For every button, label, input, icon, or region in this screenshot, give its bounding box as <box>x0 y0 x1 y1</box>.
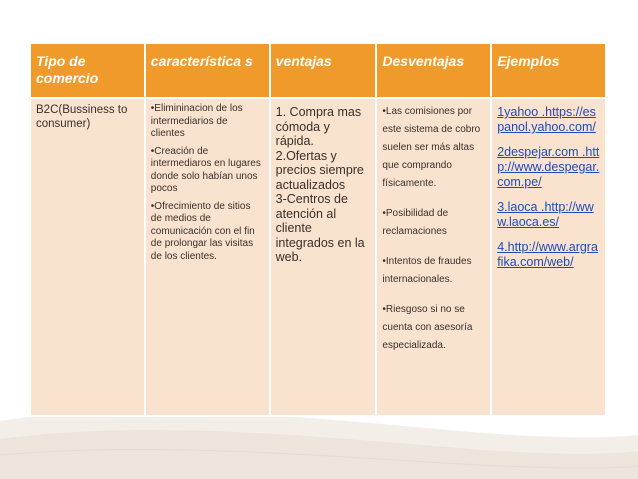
header-caracteristicas: característica s <box>146 44 269 97</box>
cell-ventajas <box>271 99 376 415</box>
ventaja-item: 2.Ofertas y precios siempre actualizados <box>275 148 364 192</box>
desventaja-item: •Riesgoso si no se cuenta con asesoría especializada. <box>382 304 473 351</box>
desventaja-item: •Las comisiones por este sistema de cobro suelen ser más altas que comprando físicamente. <box>382 106 481 189</box>
caracteristica-item: •Creación de intermediaros en lugares donde solo habían unos pocos <box>150 145 261 194</box>
caracteristica-item: •Elimininacion de los intermediarios de clientes <box>150 103 243 139</box>
header-ventajas: ventajas <box>271 44 376 97</box>
caracteristica-item: •Ofrecimiento de sitios de medios de comunicación con el fin de prolongar las visitas de los clientes. <box>150 200 255 262</box>
desventaja-item: •Posibilidad de reclamaciones <box>382 208 449 237</box>
cell-caracteristicas <box>146 99 269 415</box>
cell-tipo: B2C(Bussiness to consumer) <box>31 99 144 415</box>
ejemplo-link[interactable]: 3.laoca .http://www.laoca.es/ <box>497 200 594 229</box>
cell-ejemplos <box>492 99 605 415</box>
header-ejemplos: Ejemplos <box>492 44 605 97</box>
ejemplo-link[interactable]: 4.http://www.argrafika.com/web/ <box>497 240 598 269</box>
header-desventajas: Desventajas <box>377 44 490 97</box>
header-tipo: Tipo de comercio <box>31 44 144 97</box>
comparison-table <box>29 42 607 417</box>
ventaja-item: 1. Compra mas cómoda y rápida. <box>275 105 362 148</box>
ejemplo-link[interactable]: 1yahoo .https://espanol.yahoo.com/ <box>497 105 596 134</box>
ejemplo-link[interactable]: 2despejar.com .http://www.despegar.com.pe/ <box>497 145 600 189</box>
desventaja-item: •Intentos de fraudes internacionales. <box>382 256 472 285</box>
table-row <box>31 99 605 415</box>
table-header-row <box>31 44 605 97</box>
cell-desventajas <box>377 99 490 415</box>
ventaja-item: 3-Centros de atención al cliente integrados en la web. <box>275 192 365 264</box>
